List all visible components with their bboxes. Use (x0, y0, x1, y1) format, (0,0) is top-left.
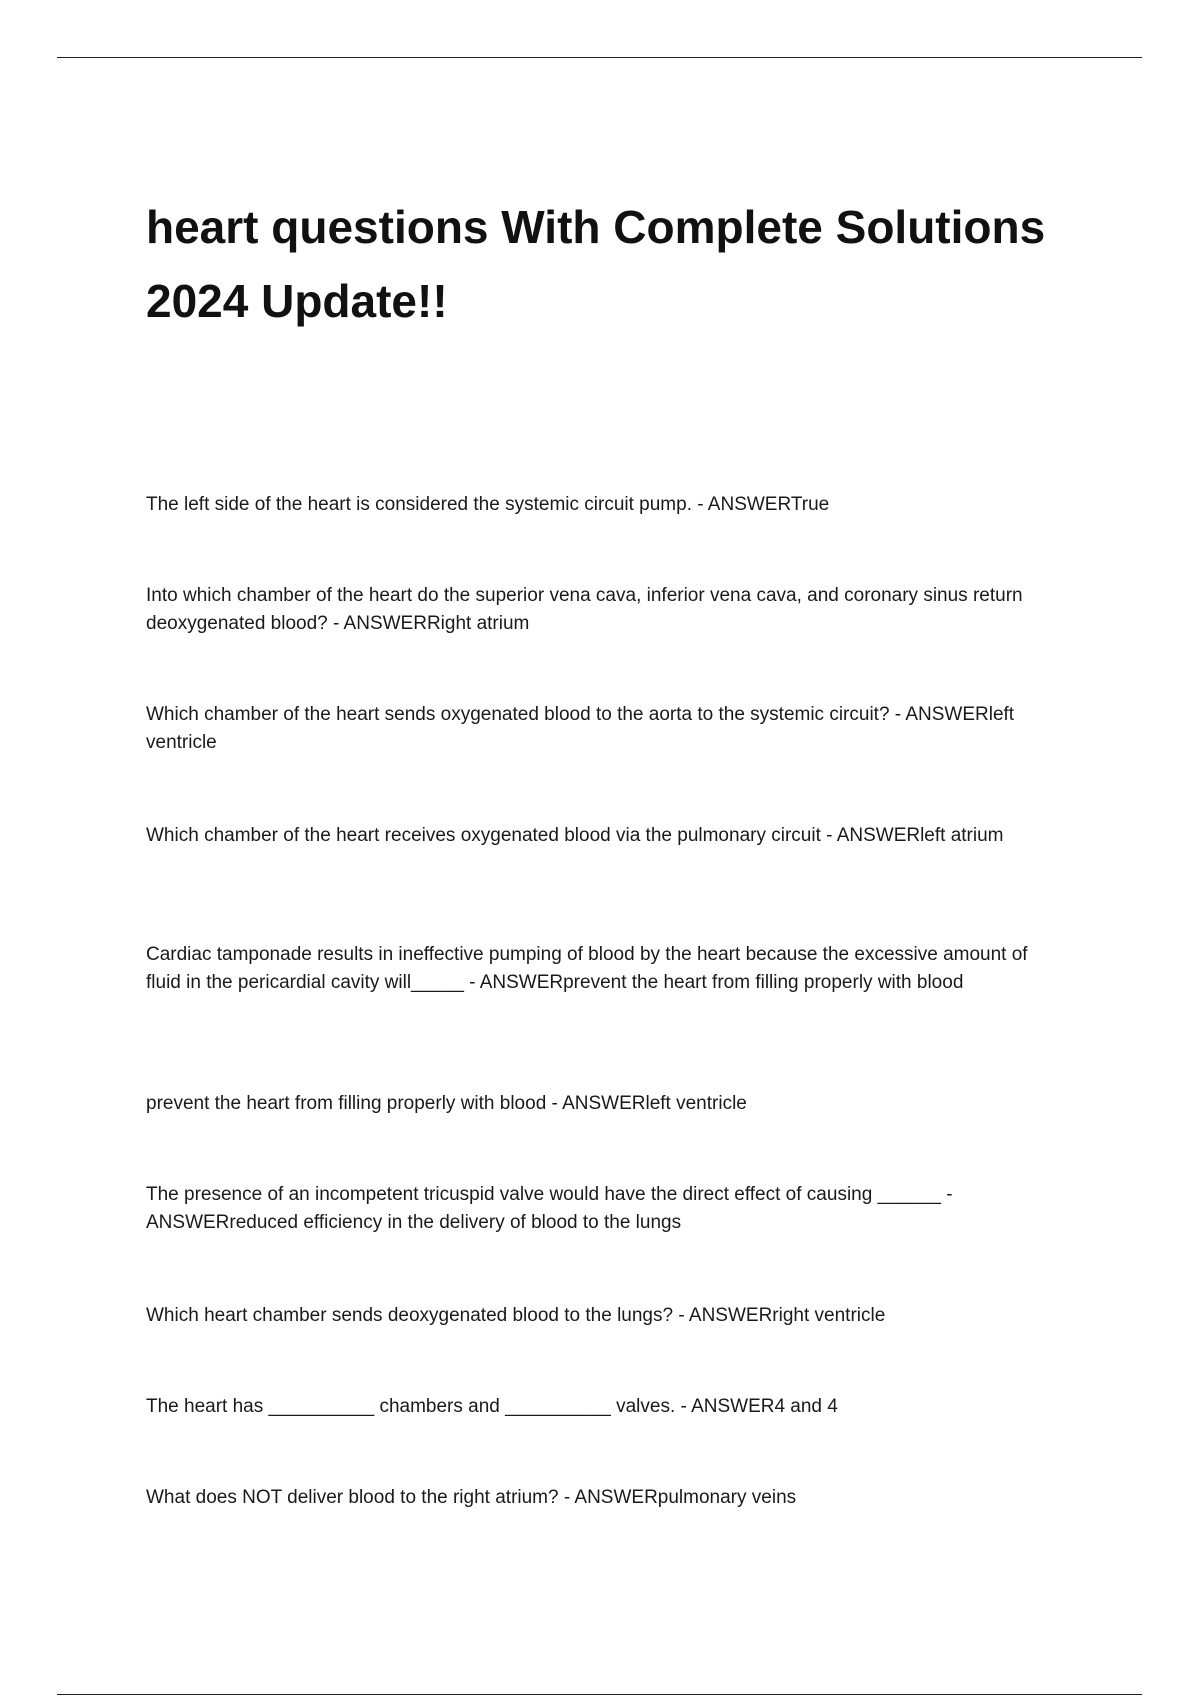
qa-item-3: Which chamber of the heart sends oxygenated blood to the aorta to the systemic circuit? - ANSWERleft ventricle (146, 704, 1015, 753)
document-title: heart questions With Complete Solutions 2024 Update!! (146, 201, 1046, 327)
qa-item-10: What does NOT deliver blood to the right atrium? - ANSWERpulmonary veins (146, 1487, 797, 1508)
qa-item-1: The left side of the heart is considered the systemic circuit pump. - ANSWERTrue (146, 494, 830, 515)
qa-item-8: Which heart chamber sends deoxygenated blood to the lungs? - ANSWERright ventricle (146, 1305, 886, 1326)
qa-item-6: prevent the heart from filling properly with blood - ANSWERleft ventricle (146, 1093, 747, 1114)
qa-item-5: Cardiac tamponade results in ineffective pumping of blood by the heart because the excessive amount of fluid in the pericardial cavity will_____ - ANSWERprevent the heart from filling properly with blood (146, 944, 1028, 993)
qa-item-7: The presence of an incompetent tricuspid valve would have the direct effect of causing ______ - ANSWERreduced efficiency in the delivery of blood to the lungs (146, 1184, 953, 1233)
qa-item-2: Into which chamber of the heart do the superior vena cava, inferior vena cava, and coronary sinus return deoxygenated blood? - ANSWERRight atrium (146, 585, 1023, 634)
qa-item-9: The heart has __________ chambers and __________ valves. - ANSWER4 and 4 (146, 1396, 838, 1417)
qa-item-4: Which chamber of the heart receives oxygenated blood via the pulmonary circuit - ANSWERleft atrium (146, 825, 1004, 846)
bottom-rule (57, 1694, 1142, 1695)
top-rule (57, 57, 1142, 58)
